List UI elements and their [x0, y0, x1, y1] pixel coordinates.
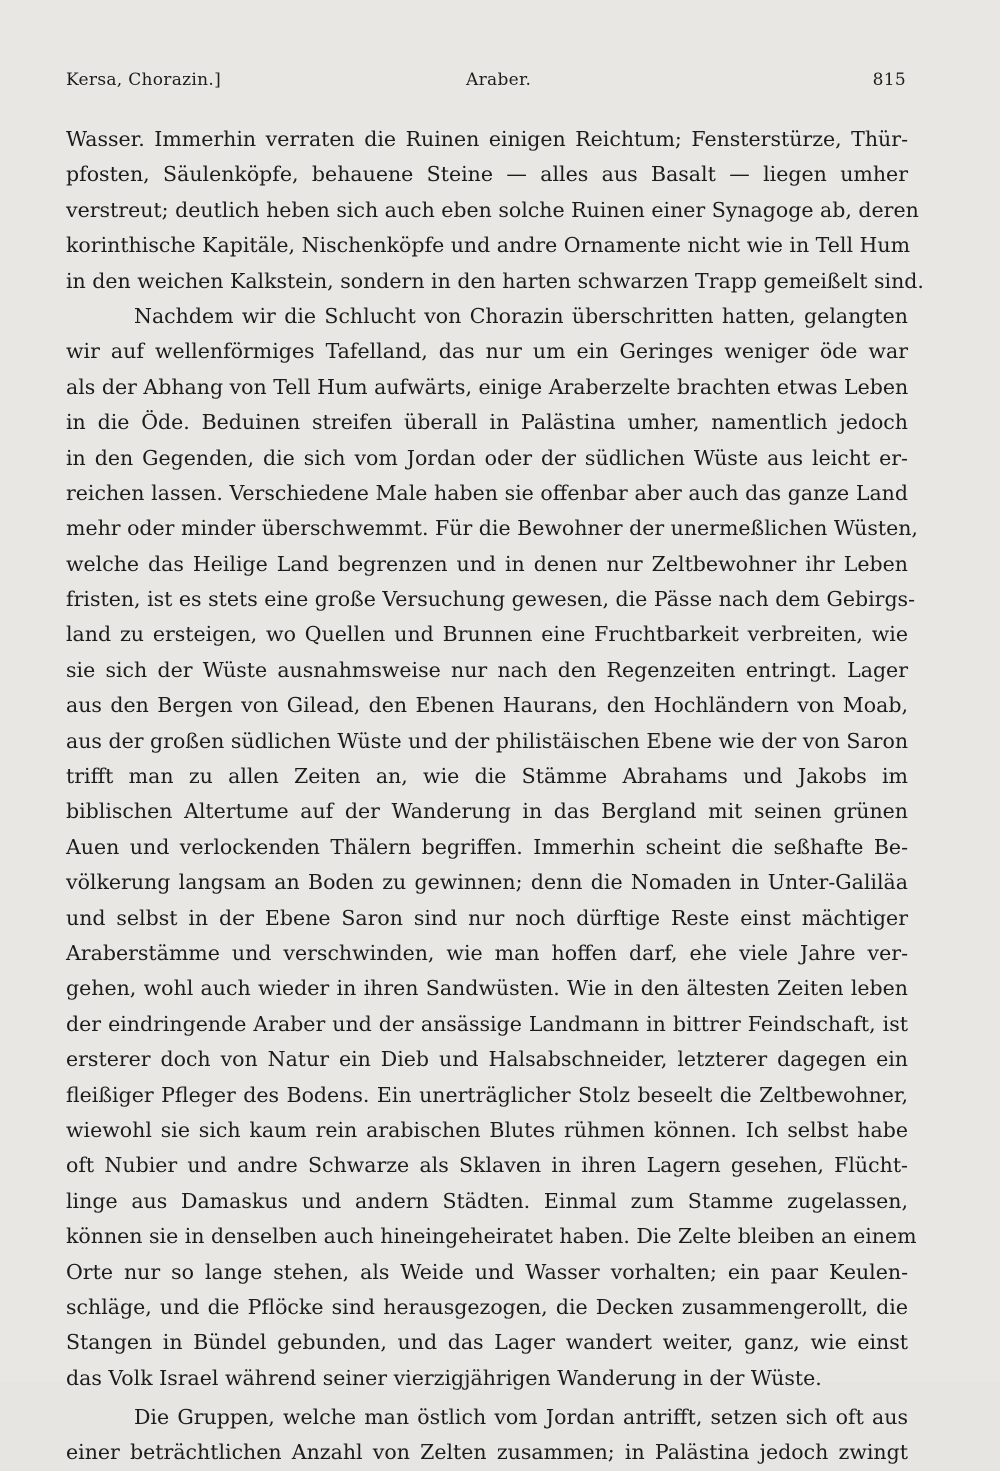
text-line: korinthische Kapitäle, Nischenköpfe und andre Ornamente nicht wie in Tell Hum [66, 233, 911, 258]
text-line: sie sich der Wüste ausnahmsweise nur nach den Regenzeiten entringt. Lager [66, 657, 908, 682]
header-section-reference: Kersa, Chorazin.] [66, 70, 222, 90]
text-line: aus der großen südlichen Wüste und der philistäischen Ebene wie der von Saron [66, 728, 909, 753]
text-line: Stangen in Bündel gebunden, und das Lager wandert weiter, ganz, wie einst [66, 1330, 908, 1355]
text-line: Wasser. Immerhin verraten die Ruinen einigen Reichtum; Fensterstürze, Thür- [66, 127, 908, 151]
text-line: Orte nur so lange stehen, als Weide und Wasser vorhalten; ein paar Keulen- [66, 1259, 908, 1284]
text-line: ersterer doch von Natur ein Dieb und Halsabschneider, letzterer dagegen ein [66, 1047, 908, 1072]
text-line: verstreut; deutlich heben sich auch eben solche Ruinen einer Synagoge ab, deren [66, 197, 919, 222]
paragraph [66, 1400, 908, 1471]
text-line: das Volk Israel während seiner vierzigjährigen Wanderung in der Wüste. [66, 1365, 822, 1390]
text-line: trifft man zu allen Zeiten an, wie die Stämme Abrahams und Jakobs im [66, 764, 908, 789]
text-line: linge aus Damaskus und andern Städten. Einmal zum Stamme zugelassen, [66, 1188, 908, 1213]
text-line: aus den Bergen von Gilead, den Ebenen Haurans, den Hochländern von Moab, [66, 693, 908, 718]
text-line: fristen, ist es stets eine große Versuchung gewesen, die Pässe nach dem Gebirgs- [66, 587, 916, 612]
text-line: fleißiger Pfleger des Bodens. Ein unerträglicher Stolz beseelt die Zeltbewohner, [66, 1082, 908, 1107]
text-line: Auen und verlockenden Thälern begriffen. Immerhin scheint die seßhafte Be- [66, 834, 908, 859]
text-line: wiewohl sie sich kaum rein arabischen Blutes rühmen können. Ich selbst habe [66, 1117, 908, 1142]
body-text [66, 122, 924, 1471]
text-line: in den weichen Kalkstein, sondern in den harten schwarzen Trapp gemeißelt sind. [66, 268, 924, 293]
running-header [66, 70, 906, 100]
text-line: völkerung langsam an Boden zu gewinnen; denn die Nomaden in Unter-Galiläa [66, 870, 908, 895]
text-line: gehen, wohl auch wieder in ihren Sandwüsten. Wie in den ältesten Zeiten leben [66, 976, 908, 1001]
paragraph [66, 122, 924, 299]
text-line: welche das Heilige Land begrenzen und in denen nur Zeltbewohner ihr Leben [66, 551, 908, 576]
text-line: Die Gruppen, welche man östlich vom Jordan antrifft, setzen sich oft aus [134, 1405, 908, 1430]
text-line: der eindringende Araber und der ansässige Landmann in bittrer Feindschaft, ist [66, 1011, 908, 1036]
text-line: in die Öde. Beduinen streifen überall in Palästina umher, namentlich jedoch [66, 410, 908, 435]
text-line: oft Nubier und andre Schwarze als Sklaven in ihren Lagern gesehen, Flücht- [66, 1153, 908, 1178]
text-line: können sie in denselben auch hineingeheiratet haben. Die Zelte bleiben an einem [66, 1224, 917, 1249]
text-line: biblischen Altertume auf der Wanderung in das Bergland mit seinen grünen [66, 799, 908, 824]
text-line: und selbst in der Ebene Saron sind nur noch dürftige Reste einst mächtiger [66, 905, 908, 930]
text-line: Nachdem wir die Schlucht von Chorazin überschritten hatten, gelangten [134, 303, 908, 328]
text-line: reichen lassen. Verschiedene Male haben sie offenbar aber auch das ganze Land [66, 480, 908, 505]
text-line: land zu ersteigen, wo Quellen und Brunnen eine Fruchtbarkeit verbreiten, wie [66, 622, 908, 647]
paragraph [66, 299, 918, 1396]
text-line: in den Gegenden, die sich vom Jordan oder der südlichen Wüste aus leicht er- [66, 445, 908, 470]
text-line: pfosten, Säulenköpfe, behauene Steine — alles aus Basalt — liegen umher [66, 162, 908, 187]
text-line: einer beträchtlichen Anzahl von Zelten zusammen; in Palästina jedoch zwingt [66, 1440, 908, 1465]
text-line: als der Abhang von Tell Hum aufwärts, einige Araberzelte brachten etwas Leben [66, 374, 909, 399]
text-line: Araberstämme und verschwinden, wie man hoffen darf, ehe viele Jahre ver- [66, 940, 908, 965]
text-line: wir auf wellenförmiges Tafelland, das nur um ein Geringes weniger öde war [66, 339, 908, 364]
text-line: schläge, und die Pflöcke sind herausgezogen, die Decken zusammengerollt, die [66, 1294, 908, 1319]
header-chapter-title: Araber. [466, 70, 532, 90]
page-number: 815 [872, 70, 906, 90]
text-line: mehr oder minder überschwemmt. Für die Bewohner der unermeßlichen Wüsten, [66, 516, 918, 541]
